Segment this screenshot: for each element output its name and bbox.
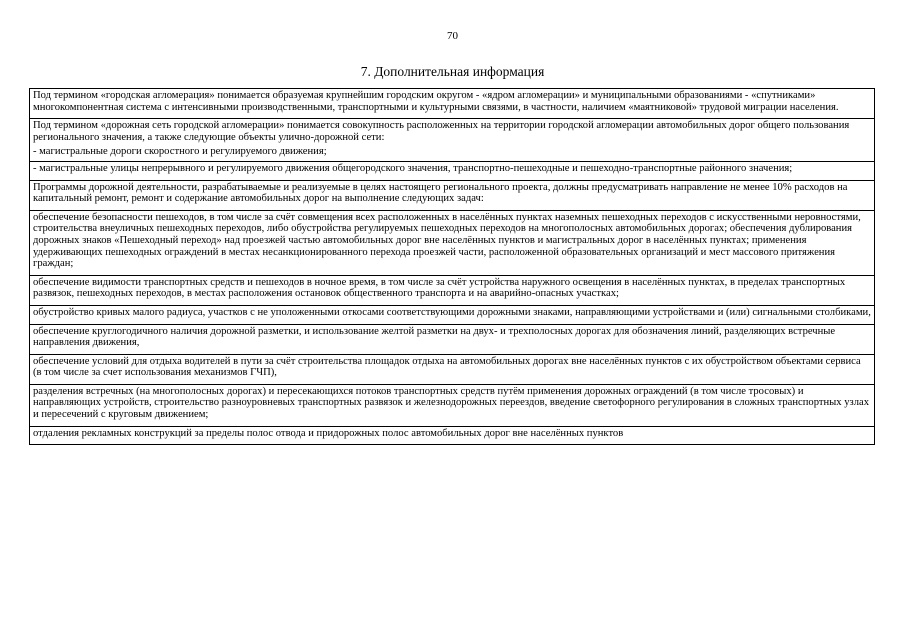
paragraph: - магистральные дороги скоростного и регулируемого движения; xyxy=(33,146,327,158)
table-row xyxy=(30,89,874,118)
paragraph: отдаления рекламных конструкций за пределы полос отвода и придорожных полос автомобильных дорог вне населённых пунктов xyxy=(33,427,624,439)
page-number: 70 xyxy=(447,30,458,42)
table-row xyxy=(30,354,874,384)
section-title: 7. Дополнительная информация xyxy=(360,64,545,79)
paragraph: Под термином «городская агломерация» понимается образуемая крупнейшим городским округом - «ядром агломерации» и муниципальными образованиями - «спутниками» многокомпонентная система с интенсивными производственными, транспортными и культурными связями, в частности, наличием «маятниковой» трудовой миграции населения. xyxy=(33,90,839,113)
table-row xyxy=(30,118,874,161)
table-row xyxy=(30,275,874,305)
paragraph: Под термином «дорожная сеть городской агломерации» понимается совокупность расположенных на территории городской агломерации автомобильных дорог общего пользования регионального значения, а также следующие объекты улично-дорожной сети: xyxy=(33,120,850,143)
table-row xyxy=(30,324,874,354)
table-row xyxy=(30,180,874,210)
paragraph: - магистральные улицы непрерывного и регулируемого движения общегородского значения, транспортно-пешеходные и пешеходно-транспортные районного значения; xyxy=(33,162,793,174)
table-row xyxy=(30,305,874,324)
paragraph: Программы дорожной деятельности, разрабатываемые и реализуемые в целях настоящего регионального проекта, должны предусматривать направление не менее 10% расходов на капитальный ремонт, ремонт и содержание автомобильных дорог на выполнение следующих задач: xyxy=(33,181,848,205)
table-row xyxy=(30,384,874,426)
table-row xyxy=(30,426,874,445)
table-row xyxy=(30,161,874,180)
table-row xyxy=(30,210,874,275)
paragraph: разделения встречных (на многополосных дорогах) и пересекающихся потоков транспортных средств путём применения дорожных ограждений (в том числе тросовых) и направляющих устройств, строительство разноуровневых транспортных развязок и железнодорожных переездов, введение светофорного регулирования в сложных транспортных узлах и пересечений с круговым движением; xyxy=(33,385,869,421)
content-table xyxy=(29,88,875,445)
paragraph: обеспечение условий для отдыха водителей в пути за счёт строительства площадок отдыха на автомобильных дорогах вне населённых пунктов с их обустройством объектами сервиса (в том числе за счет использования механизмов ГЧП), xyxy=(33,355,861,379)
paragraph: обеспечение безопасности пешеходов, в том числе за счёт совмещения всех расположенных в населённых пунктах наземных пешеходных переходов с искусственными неровностями, строительства внеуличных пешеходных переходов, либо обустройства регулируемых пешеходных переходов на многополосных автомобильных дорогах; обеспечения дублирования дорожных знаков «Пешеходный переход» над проезжей частью автомобильных дорог вне населённых пунктов и магистральных дорог в населённых пунктах; применения удерживающих пешеходных ограждений в местах несанкционированного перехода проезжей части, расположенной образовательных организаций и мест массового притяжения граждан; xyxy=(33,211,861,270)
paragraph: обеспечение круглогодичного наличия дорожной разметки, и использование желтой разметки на двух- и трехполосных дорогах для обозначения линий, разделяющих встречные направления движения, xyxy=(33,325,836,349)
paragraph: обустройство кривых малого радиуса, участков с не уположенными откосами соответствующими дорожными знаками, направляющими устройствами и (или) сигнальными столбиками, xyxy=(33,306,871,318)
paragraph: обеспечение видимости транспортных средств и пешеходов в ночное время, в том числе за счёт устройства наружного освещения в населённых пунктах, в пределах транспортных развязок, пешеходных переходов, в местах расположения остановок общественного транспорта и на аварийно-опасных участках; xyxy=(33,276,846,300)
